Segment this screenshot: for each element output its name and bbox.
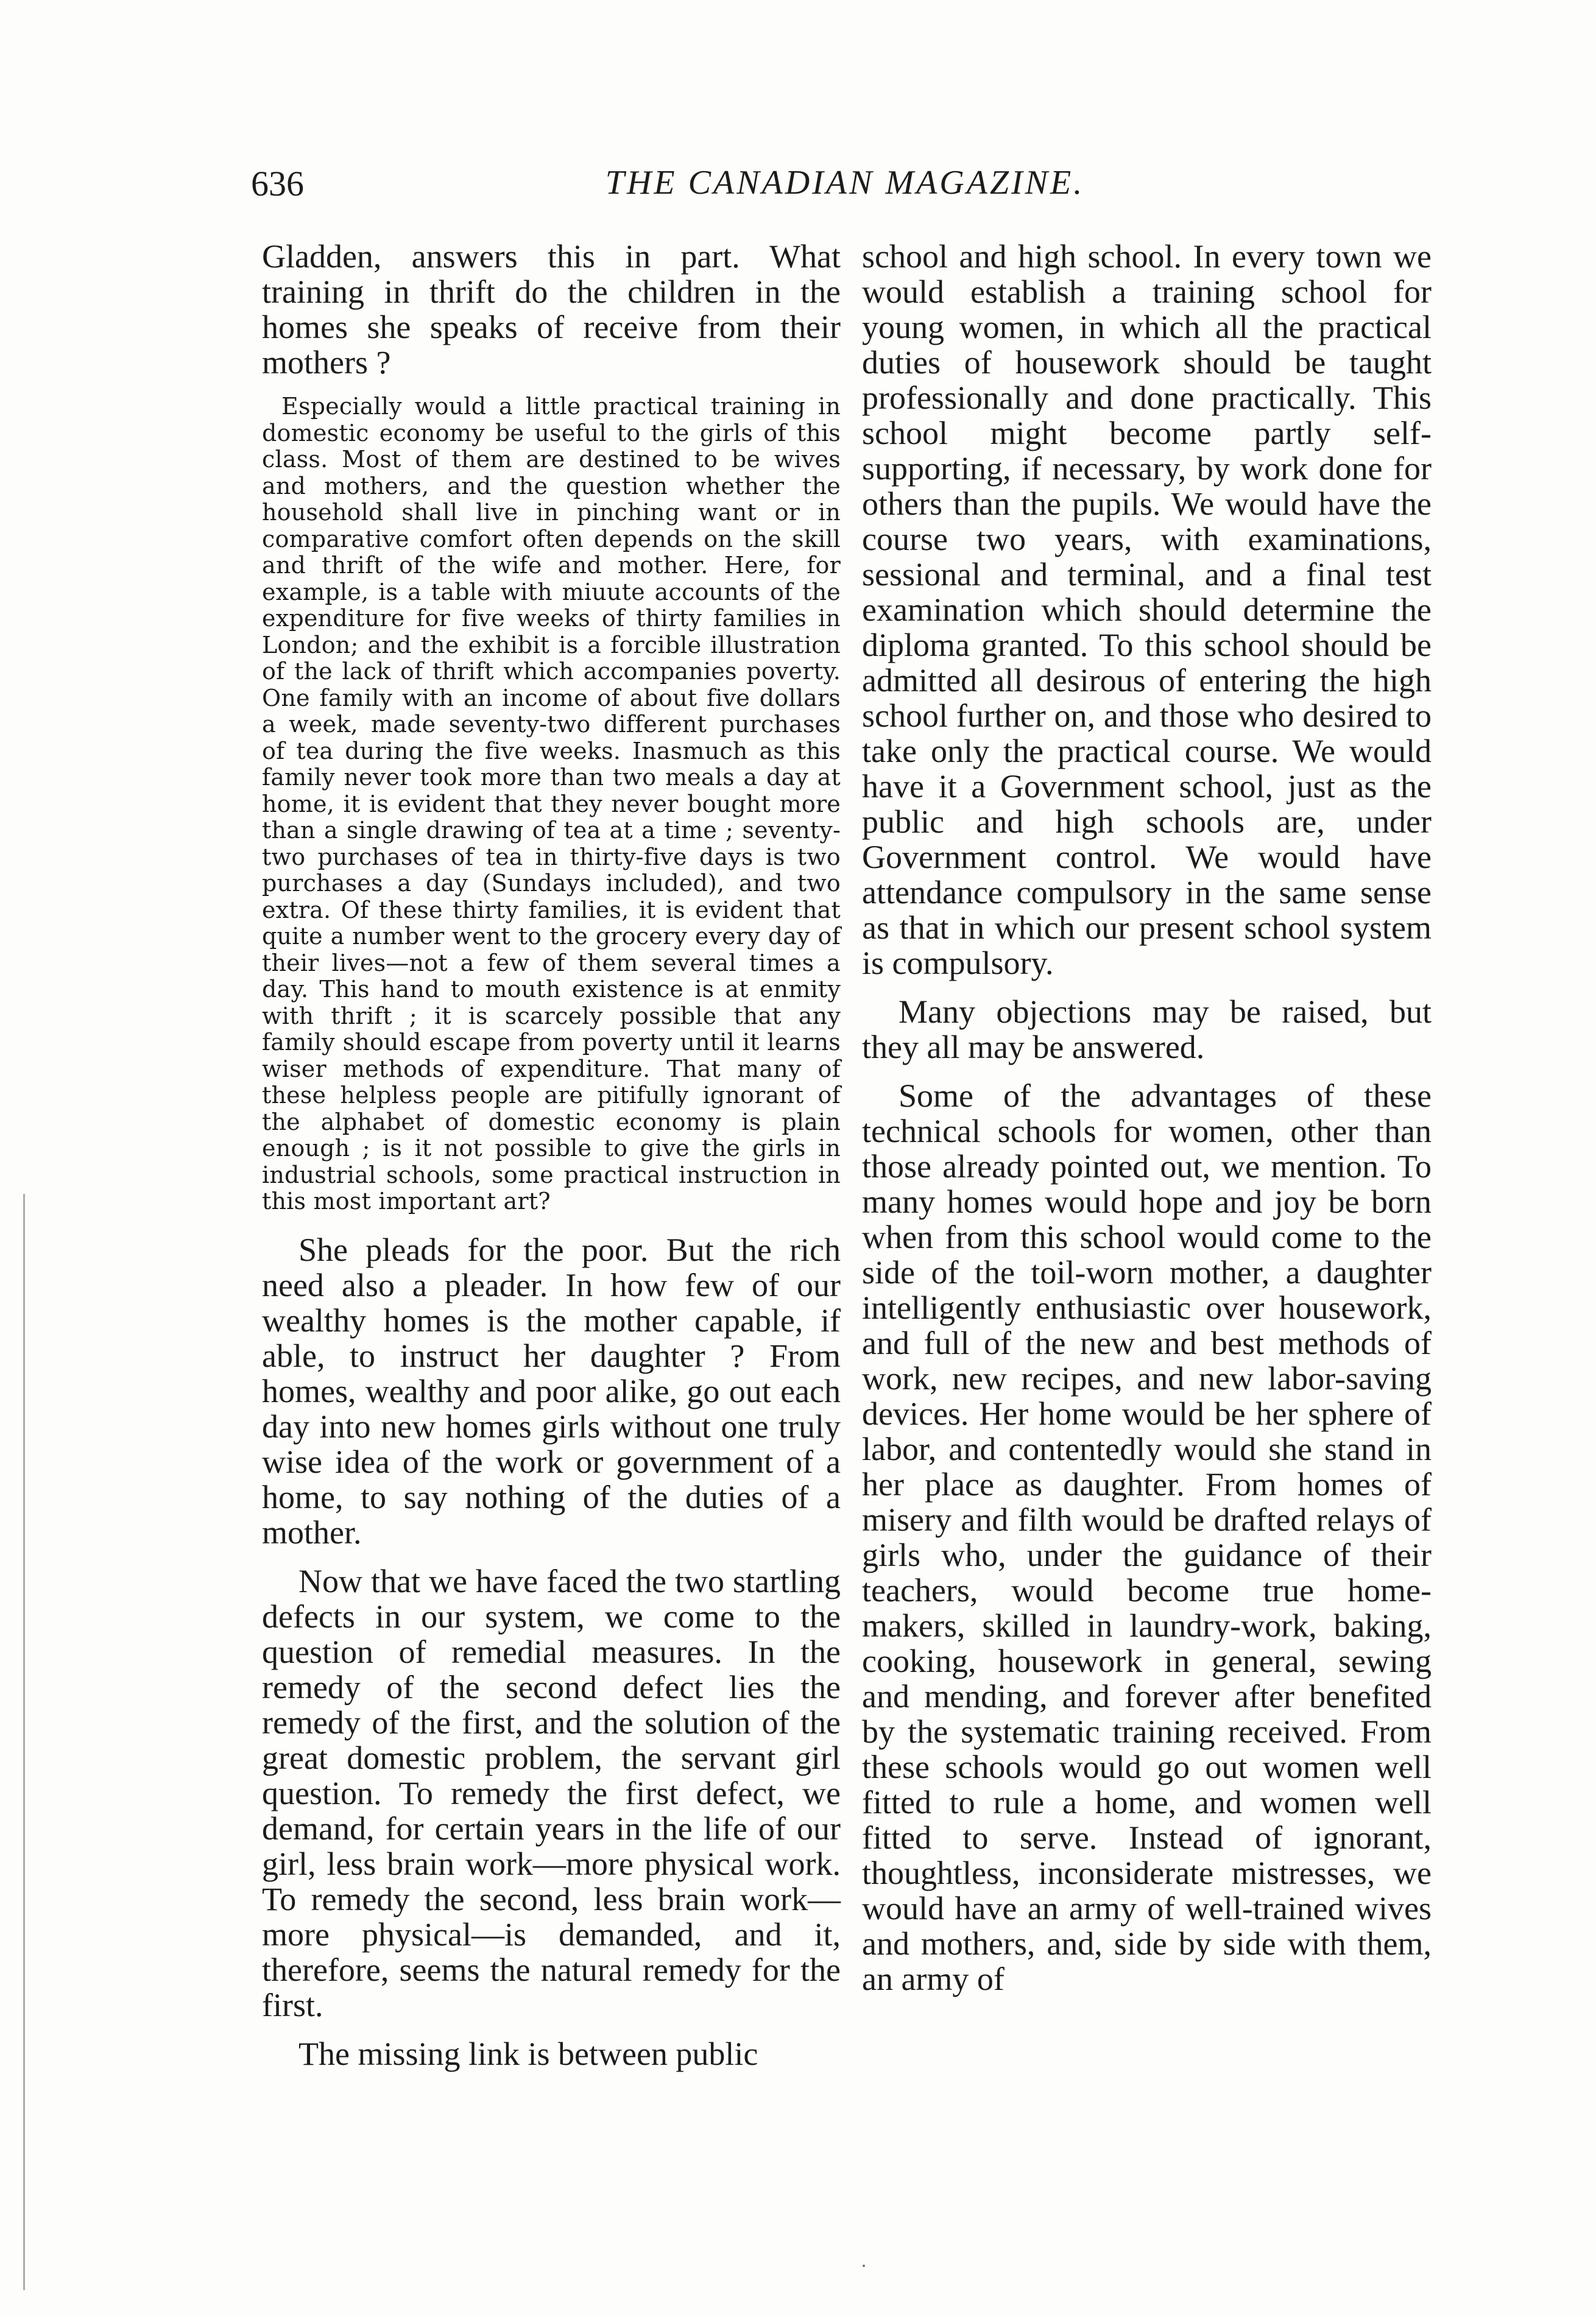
- page-header: [251, 163, 1439, 212]
- ink-speck: [863, 2265, 865, 2267]
- right-paragraph-1: school and high school. In every town we would establish a training school for young women, in which all the practical duties of housework should be taught professionally and done practically. This school might become partly self-supporting, if necessary, by work done for others than the pupils. We would have the course two years, with examinations, sessional and terminal, and a final test examination which should determine the diploma granted. To this school should be admitted all desirous of entering the high school further on, and those who desired to take only the practical course. We would have it a Government school, just as the public and high schools are, under Government control. We would have attendance compulsory in the same sense as that in which our present school system is compulsory.: [862, 238, 1432, 981]
- left-paragraph-1: Gladden, answers this in part. What training in thrift do the children in the homes she speaks of receive from their mothers ?: [262, 238, 841, 381]
- right-paragraph-2: Many objections may be raised, but they all may be answered.: [862, 993, 1432, 1065]
- quoted-passage: Especially would a little practical training in domestic economy be useful to the girls of this class. Most of them are destined to be wives and mothers, and the question whether the household shall live in pinching want or in comparative comfort often depends on the skill and thrift of the wife and mother. Here, for example, is a table with miuute accounts of the expenditure for five weeks of thirty families in London; and the exhibit is a forcible illustration of the lack of thrift which accompanies poverty. One family with an income of about five dollars a week, made seventy-two different purchases of tea during the five weeks. Inasmuch as this family never took more than two meals a day at home, it is evident that they never bought more than a single drawing of tea at a time ; seventy-two purchases of tea in thirty-five days is two purchases a day (Sundays included), and two extra. Of these thirty families, it is evident that quite a number went to the grocery every day of their lives—not a few of them several times a day. This hand to mouth existence is at enmity with thrift ; it is scarcely possible that any family should escape from poverty until it learns wiser methods of expenditure. That many of these helpless people are pitifully ignorant of the alphabet of domestic economy is plain enough ; is it not possible to give the girls in industrial schools, some practical instruction in this most important art?: [262, 393, 841, 1215]
- left-paragraph-2: She pleads for the poor. But the rich need also a pleader. In how few of our wealthy homes is the mother capable, if able, to instruct her daughter ? From homes, wealthy and poor alike, go out each day into new homes girls without one truly wise idea of the work or government of a home, to say nothing of the duties of a mother.: [262, 1231, 841, 1551]
- margin-rule: [23, 1194, 25, 2290]
- left-paragraph-4: The missing link is between public: [298, 2035, 758, 2072]
- right-column: [862, 239, 1432, 2010]
- left-column: [262, 239, 841, 2085]
- left-paragraph-3: Now that we have faced the two startling defects in our system, we come to the question of remedial measures. In the remedy of the second defect lies the remedy of the first, and the solution of the great domestic problem, the servant girl question. To remedy the first defect, we demand, for certain years in the life of our girl, less brain work—more physical work. To remedy the second, less brain work—more physical—is demanded, and it, therefore, seems the natural remedy for the first.: [262, 1562, 841, 2023]
- right-paragraph-3: Some of the advantages of these technical schools for women, other than those already pointed out, we mention. To many homes would hope and joy be born when from this school would come to the side of the toil-worn mother, a daughter intelligently enthusiastic over housework, and full of the new and best methods of work, new recipes, and new labor-saving devices. Her home would be her sphere of labor, and contentedly would she stand in her place as daughter. From homes of misery and filth would be drafted relays of girls who, under the guidance of their teachers, would become true home-makers, skilled in laundry-work, baking, cooking, housework in general, sewing and mending, and forever after benefited by the systematic training received. From these schools would go out women well fitted to rule a home, and women well fitted to serve. Instead of ignorant, thoughtless, inconsiderate mistresses, we would have an army of well-trained wives and mothers, and, side by side with them, an army of: [862, 1077, 1432, 1997]
- page-number: 636: [251, 164, 304, 203]
- running-title: THE CANADIAN MAGAZINE.: [605, 164, 1085, 202]
